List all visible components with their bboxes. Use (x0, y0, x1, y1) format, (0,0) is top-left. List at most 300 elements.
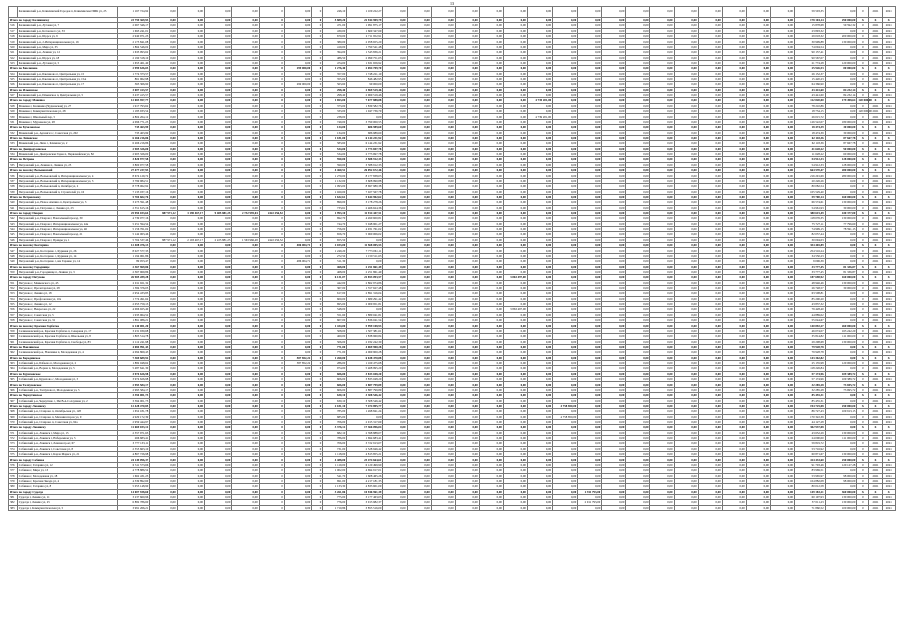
table-cell: 15 420,23 (794, 76, 825, 81)
table-cell: 0 (259, 216, 284, 221)
table-cell: 0,00 (674, 253, 698, 258)
table-cell: 0,00 (503, 18, 527, 23)
table-cell: 0,00 (383, 403, 407, 408)
table-cell: 0,00 (479, 103, 503, 108)
table-cell: 0,00 (578, 302, 602, 307)
table-cell: 11 669 033,12 (118, 425, 150, 430)
row-number: 347 (9, 248, 18, 253)
table-cell: 11 568 005,53 (347, 243, 383, 248)
table-cell: 0,00 (455, 473, 479, 478)
table-cell: 0,00 (698, 382, 722, 387)
table-cell: 0,00 (455, 350, 479, 355)
table-cell: 0,00 (177, 189, 204, 194)
table-cell: 0,00 (626, 130, 650, 135)
table-cell: 0 (312, 109, 323, 114)
table-cell: 0,00 (602, 462, 626, 467)
table-cell: 0,00 (770, 291, 794, 296)
table-cell: 0,00 (527, 178, 552, 183)
table-cell: 0,00 (674, 269, 698, 274)
table-cell: 0,00 (479, 296, 503, 301)
table-cell: 0,00 (479, 23, 503, 28)
table-cell: 0,00 (698, 173, 722, 178)
table-cell: 0,00 (177, 119, 204, 124)
table-cell: 2021 (882, 28, 895, 33)
table-cell: 0,00 (674, 334, 698, 339)
table-cell: 785,00 (323, 409, 347, 414)
table-cell: 0,00 (674, 157, 698, 162)
table-cell: 0,00 (284, 200, 311, 205)
table-cell: X (857, 393, 869, 398)
table-cell: 0,00 (626, 296, 650, 301)
table-cell: 1 047 736,79 (347, 109, 383, 114)
table-cell: 0 (259, 489, 284, 494)
table-cell: 0,00 (578, 87, 602, 92)
table-cell: 0,00 (455, 50, 479, 55)
table-cell: 0 (312, 425, 323, 430)
table-cell: 0,00 (232, 489, 259, 494)
table-cell: 12 428 470,85 (118, 403, 150, 408)
table-cell: 0,00 (455, 173, 479, 178)
table-cell: 0,00 (578, 419, 602, 424)
table-cell: 2021 (882, 500, 895, 505)
table-cell: 4 694 917,01 (347, 468, 383, 473)
table-cell: 0,00 (177, 425, 204, 430)
table-cell: X (869, 210, 882, 215)
table-cell: 630,10 (323, 398, 347, 403)
table-cell: 0,00 (284, 7, 311, 18)
table-cell: 0,00 (383, 168, 407, 173)
table-cell: 0 (312, 468, 323, 473)
table-cell: 0,00 (602, 259, 626, 264)
subtotal-label: Итого по городу Лакинску (9, 425, 118, 430)
row-number: 382 (9, 500, 18, 505)
table-cell: 0,00 (150, 76, 177, 81)
table-cell: 0,00 (578, 264, 602, 269)
row-number: 371 (9, 430, 18, 435)
table-cell: 0,00 (527, 436, 552, 441)
table-cell: 0 (312, 334, 323, 339)
capital-repair-table (8, 6, 896, 511)
table-cell: 0,00 (626, 232, 650, 237)
table-cell: 0,00 (698, 253, 722, 258)
table-cell: 0 (259, 227, 284, 232)
table-cell: 6 311 573,66 (118, 462, 150, 467)
table-cell: 0,00 (650, 323, 674, 328)
table-cell: 541,70 (323, 473, 347, 478)
table-cell: 0,00 (407, 50, 431, 55)
table-cell: 0,00 (722, 494, 746, 499)
table-cell: 0,00 (527, 125, 552, 130)
table-cell: 0,00 (553, 200, 578, 205)
table-cell: 0,00 (770, 253, 794, 258)
table-cell: 0,00 (746, 66, 770, 71)
table-cell: 21 774,28 (794, 60, 825, 65)
table-cell: 0,00 (232, 307, 259, 312)
table-cell: 0,00 (284, 425, 311, 430)
table-cell: 0,00 (177, 44, 204, 49)
table-cell: 0,00 (150, 227, 177, 232)
table-cell: 0,00 (553, 237, 578, 242)
table-cell: 0,00 (284, 184, 311, 189)
table-cell: 0,00 (553, 210, 578, 215)
table-cell: 0,00 (602, 7, 626, 18)
row-number: 332 (9, 130, 18, 135)
table-cell: 0,00 (479, 462, 503, 467)
table-cell: 3 308 546,42 (347, 393, 383, 398)
table-cell: 27 477 237,93 (118, 168, 150, 173)
table-cell: 2021 (869, 216, 882, 221)
table-cell: 0,00 (455, 355, 479, 360)
table-cell: 3 608 990,88 (347, 178, 383, 183)
table-cell: 0,00 (698, 28, 722, 33)
table-cell: 0,00 (455, 82, 479, 87)
row-number: 340 (9, 200, 18, 205)
table-cell: 0,00 (578, 173, 602, 178)
table-cell: 0,00 (177, 505, 204, 510)
table-cell: 0,00 (204, 393, 231, 398)
table-cell: 0,00 (479, 162, 503, 167)
table-cell: 0,00 (698, 275, 722, 280)
table-cell: 0,00 (722, 371, 746, 376)
table-cell: 18 474,39 (794, 125, 825, 130)
table-cell: 0,00 (626, 355, 650, 360)
table-cell: 0,00 (746, 377, 770, 382)
table-cell: 0,00 (578, 135, 602, 140)
table-cell: 0,00 (698, 393, 722, 398)
table-cell: 0 (857, 173, 869, 178)
table-cell: 0,00 (825, 184, 857, 189)
table-cell: 2 190 318,10 (118, 55, 150, 60)
table-cell: 0,00 (674, 141, 698, 146)
table-cell: 0,00 (698, 55, 722, 60)
table-cell: 0,00 (284, 39, 311, 44)
table-cell: 0,00 (284, 125, 311, 130)
table-cell: 0,00 (232, 296, 259, 301)
address-cell: Петровский р-н, Покров г, Правды ул, 1 (17, 237, 118, 242)
table-cell: 0,00 (383, 275, 407, 280)
table-cell: 0,00 (150, 436, 177, 441)
table-cell: 0,00 (431, 39, 455, 44)
table-cell: 0,00 (698, 478, 722, 483)
table-cell: 664 570,47 (794, 168, 825, 173)
table-cell: 2021 (869, 82, 882, 87)
table-cell: 0,00 (407, 66, 431, 71)
table-cell: 0,00 (698, 473, 722, 478)
table-cell: 44 889,02 (794, 312, 825, 317)
table-cell: 0,00 (150, 259, 177, 264)
table-cell: 2021 (869, 130, 882, 135)
table-cell: 2021 (882, 39, 895, 44)
row-number: 355 (9, 302, 18, 307)
table-cell: 0,00 (204, 130, 231, 135)
table-cell: 0 (857, 103, 869, 108)
table-cell: 0,00 (722, 489, 746, 494)
table-cell: 2021 (869, 109, 882, 114)
table-cell: 0,00 (527, 371, 552, 376)
table-cell: 60 000,00 (825, 151, 857, 156)
table-cell: 0,00 (698, 291, 722, 296)
table-cell: 583,60 (323, 141, 347, 146)
table-cell: 0,00 (722, 328, 746, 333)
table-cell: 0 (259, 76, 284, 81)
table-cell: 0,00 (407, 227, 431, 232)
table-cell: 0,00 (553, 494, 578, 499)
table-cell: 0,00 (578, 371, 602, 376)
table-cell: 0,00 (177, 248, 204, 253)
table-cell: 2021 (882, 430, 895, 435)
table-cell: 0,00 (578, 285, 602, 290)
table-cell: 0,00 (746, 366, 770, 371)
table-cell: 0,00 (407, 468, 431, 473)
table-cell: 0 (857, 151, 869, 156)
table-cell: 2021 (869, 430, 882, 435)
table-cell: 0,00 (204, 103, 231, 108)
table-cell: 0,00 (177, 227, 204, 232)
table-cell: 2 911 921,32 (118, 280, 150, 285)
table-cell: 1 632,61 (323, 194, 347, 199)
table-cell: 0,00 (553, 371, 578, 376)
table-cell: 0,00 (232, 130, 259, 135)
table-cell: 0,00 (150, 119, 177, 124)
table-cell: 0 (857, 114, 869, 119)
table-cell: 2 067 346,17 (118, 23, 150, 28)
table-cell: 0,00 (479, 414, 503, 419)
table-cell: 0,00 (383, 489, 407, 494)
table-cell: 0,00 (177, 259, 204, 264)
table-cell: 0 (259, 269, 284, 274)
table-cell: 0,00 (503, 23, 527, 28)
table-cell: 0,00 (674, 210, 698, 215)
table-cell: 0 (312, 414, 323, 419)
table-cell: 0,00 (407, 409, 431, 414)
table-cell: 899,00 (323, 200, 347, 205)
table-cell: 0,00 (650, 452, 674, 457)
table-cell: 0,00 (479, 71, 503, 76)
table-cell: 0,00 (746, 505, 770, 510)
table-cell: 0,00 (698, 119, 722, 124)
table-cell: 0,00 (527, 71, 552, 76)
subtotal-label: Итого по городу Покров (9, 210, 118, 215)
table-cell: X (857, 135, 869, 140)
table-cell: 2021 (869, 200, 882, 205)
table-cell: 0,00 (578, 98, 602, 103)
table-cell: 0,00 (503, 173, 527, 178)
table-cell: 1 557 627,48 (347, 285, 383, 290)
table-cell: 0,00 (431, 103, 455, 108)
table-cell: X (869, 355, 882, 360)
table-cell: 1 653 461,40 (118, 60, 150, 65)
table-cell: 0,00 (407, 296, 431, 301)
table-cell: 3 394 001,73 (118, 393, 150, 398)
table-cell: 0,00 (553, 468, 578, 473)
table-cell: 0,00 (204, 98, 231, 103)
table-cell: 0,00 (602, 146, 626, 151)
table-cell: 1 132,00 (323, 178, 347, 183)
table-cell: 0,00 (284, 114, 311, 119)
row-number: 316 (9, 23, 18, 28)
table-cell: 0,00 (204, 334, 231, 339)
table-cell: 187 698,92 (794, 275, 825, 280)
table-cell: 4 084 991,43 (118, 344, 150, 349)
table-cell: 0,00 (626, 489, 650, 494)
table-cell: 0,00 (204, 200, 231, 205)
table-cell: 53 716,92 (794, 446, 825, 451)
table-cell: 0,00 (479, 227, 503, 232)
table-cell: 0 (312, 446, 323, 451)
table-cell: 0,00 (674, 259, 698, 264)
table-cell: 0,00 (204, 184, 231, 189)
table-cell: 0,00 (698, 452, 722, 457)
table-cell: 0,00 (479, 237, 503, 242)
table-cell: 0,00 (770, 162, 794, 167)
table-cell: 0,00 (150, 194, 177, 199)
table-cell: 0,00 (150, 409, 177, 414)
table-cell: 3 991 266,21 (118, 505, 150, 510)
table-cell: 0,00 (698, 216, 722, 221)
table-cell: 0,00 (455, 318, 479, 323)
table-cell: 254 516,24 (794, 248, 825, 253)
row-number: 351 (9, 280, 18, 285)
table-cell: 0,00 (455, 382, 479, 387)
table-cell: 299 000,00 (284, 66, 311, 71)
table-cell: 0,00 (722, 98, 746, 103)
table-cell: 0,00 (204, 414, 231, 419)
table-cell: 2021 (869, 189, 882, 194)
table-cell: 0,00 (626, 243, 650, 248)
table-cell: 0 (259, 312, 284, 317)
table-cell: 0,00 (674, 173, 698, 178)
table-cell: 0,00 (746, 328, 770, 333)
table-cell: 0,00 (746, 296, 770, 301)
table-cell: 0,00 (825, 76, 857, 81)
table-cell: 0,00 (770, 505, 794, 510)
table-cell: 0,00 (698, 285, 722, 290)
table-cell: 0,00 (770, 457, 794, 462)
row-number: 335 (9, 162, 18, 167)
table-cell: 0,00 (150, 366, 177, 371)
table-cell: 0,00 (503, 248, 527, 253)
table-cell: 2021 (869, 387, 882, 392)
table-cell: 0,00 (284, 398, 311, 403)
row-number: 353 (9, 291, 18, 296)
table-cell: 0,00 (177, 409, 204, 414)
table-cell: 0,00 (204, 318, 231, 323)
table-cell: 2 694 709,70 (347, 66, 383, 71)
table-cell: 0,00 (177, 76, 204, 81)
table-cell: 0,00 (407, 361, 431, 366)
table-cell: 0,00 (602, 18, 626, 23)
table-cell: 0,00 (407, 425, 431, 430)
table-cell: 4 931 761,02 (347, 227, 383, 232)
table-cell: 0,00 (722, 119, 746, 124)
table-cell: 0,00 (503, 119, 527, 124)
table-cell: 2 099 751,03 (347, 55, 383, 60)
table-cell: 0,00 (407, 302, 431, 307)
table-cell: 0,00 (177, 344, 204, 349)
table-cell: 0,00 (626, 227, 650, 232)
table-cell: 0,00 (527, 205, 552, 210)
table-cell: 0,00 (626, 200, 650, 205)
table-cell: 0 (259, 135, 284, 140)
table-cell: 0,00 (503, 60, 527, 65)
table-cell: 0,00 (503, 318, 527, 323)
table-cell: 0,00 (698, 339, 722, 344)
table-cell: 0,00 (626, 248, 650, 253)
table-cell: 0,00 (578, 248, 602, 253)
table-cell: 0,00 (503, 243, 527, 248)
table-cell: 0,00 (407, 334, 431, 339)
table-cell: 0,00 (232, 243, 259, 248)
table-cell: 0,00 (232, 248, 259, 253)
table-cell: 1 838 960,84 (347, 334, 383, 339)
table-cell: 0,00 (578, 130, 602, 135)
table-cell: 0,00 (770, 328, 794, 333)
table-cell: 0,00 (746, 221, 770, 226)
table-cell: 0,00 (650, 232, 674, 237)
table-cell: 0,00 (553, 18, 578, 23)
table-cell: 0,00 (232, 419, 259, 424)
table-cell: 0,00 (284, 98, 311, 103)
table-cell: 0,00 (825, 446, 857, 451)
table-cell: 0,00 (455, 398, 479, 403)
table-cell: 75 727,11 (794, 221, 825, 226)
table-cell: 0,00 (383, 382, 407, 387)
table-cell: 8 778 062,92 (118, 184, 150, 189)
table-cell: 0,00 (232, 361, 259, 366)
table-cell: 0,00 (698, 457, 722, 462)
table-cell: 0,00 (698, 430, 722, 435)
table-cell: 0,00 (431, 484, 455, 489)
table-cell: 0,00 (674, 403, 698, 408)
table-cell: 0,00 (746, 269, 770, 274)
table-cell: 0,00 (650, 210, 674, 215)
table-cell: 0,00 (578, 76, 602, 81)
table-cell: 0,00 (674, 151, 698, 156)
table-cell: 29 298,68 (794, 339, 825, 344)
table-cell: 3 190 467,17 (177, 210, 204, 215)
table-cell: 0 (857, 478, 869, 483)
table-cell: 2 033,00 (323, 243, 347, 248)
table-cell: 0,00 (383, 210, 407, 215)
table-cell: 655,50 (323, 237, 347, 242)
table-cell: 0,00 (503, 344, 527, 349)
table-cell: 0,00 (650, 275, 674, 280)
table-cell: 0,00 (746, 334, 770, 339)
table-cell: 0,00 (177, 403, 204, 408)
table-cell: 0,00 (479, 184, 503, 189)
table-cell: 0,00 (455, 200, 479, 205)
table-cell: 0,00 (626, 494, 650, 499)
table-cell: 2 887 799,89 (347, 382, 383, 387)
table-cell: 63 508,81 (794, 291, 825, 296)
address-cell: Собинский р-н, Ворша п, Молодежная ул, 5 (17, 366, 118, 371)
table-cell: 0,00 (650, 355, 674, 360)
table-cell: X (869, 393, 882, 398)
table-cell: 0,00 (746, 162, 770, 167)
table-cell: 0,00 (527, 93, 552, 98)
table-cell: 0,00 (284, 221, 311, 226)
subtotal-label: Итого по городу Петухово (9, 275, 118, 280)
row-number: 337 (9, 178, 18, 183)
table-cell: 0,00 (232, 146, 259, 151)
table-cell: 0 (259, 87, 284, 92)
table-cell: 0,00 (150, 130, 177, 135)
table-cell: 0,00 (674, 82, 698, 87)
table-cell: 0,00 (383, 141, 407, 146)
table-cell: 0,00 (431, 307, 455, 312)
table-cell: 0 (259, 468, 284, 473)
table-cell: 0,00 (431, 505, 455, 510)
